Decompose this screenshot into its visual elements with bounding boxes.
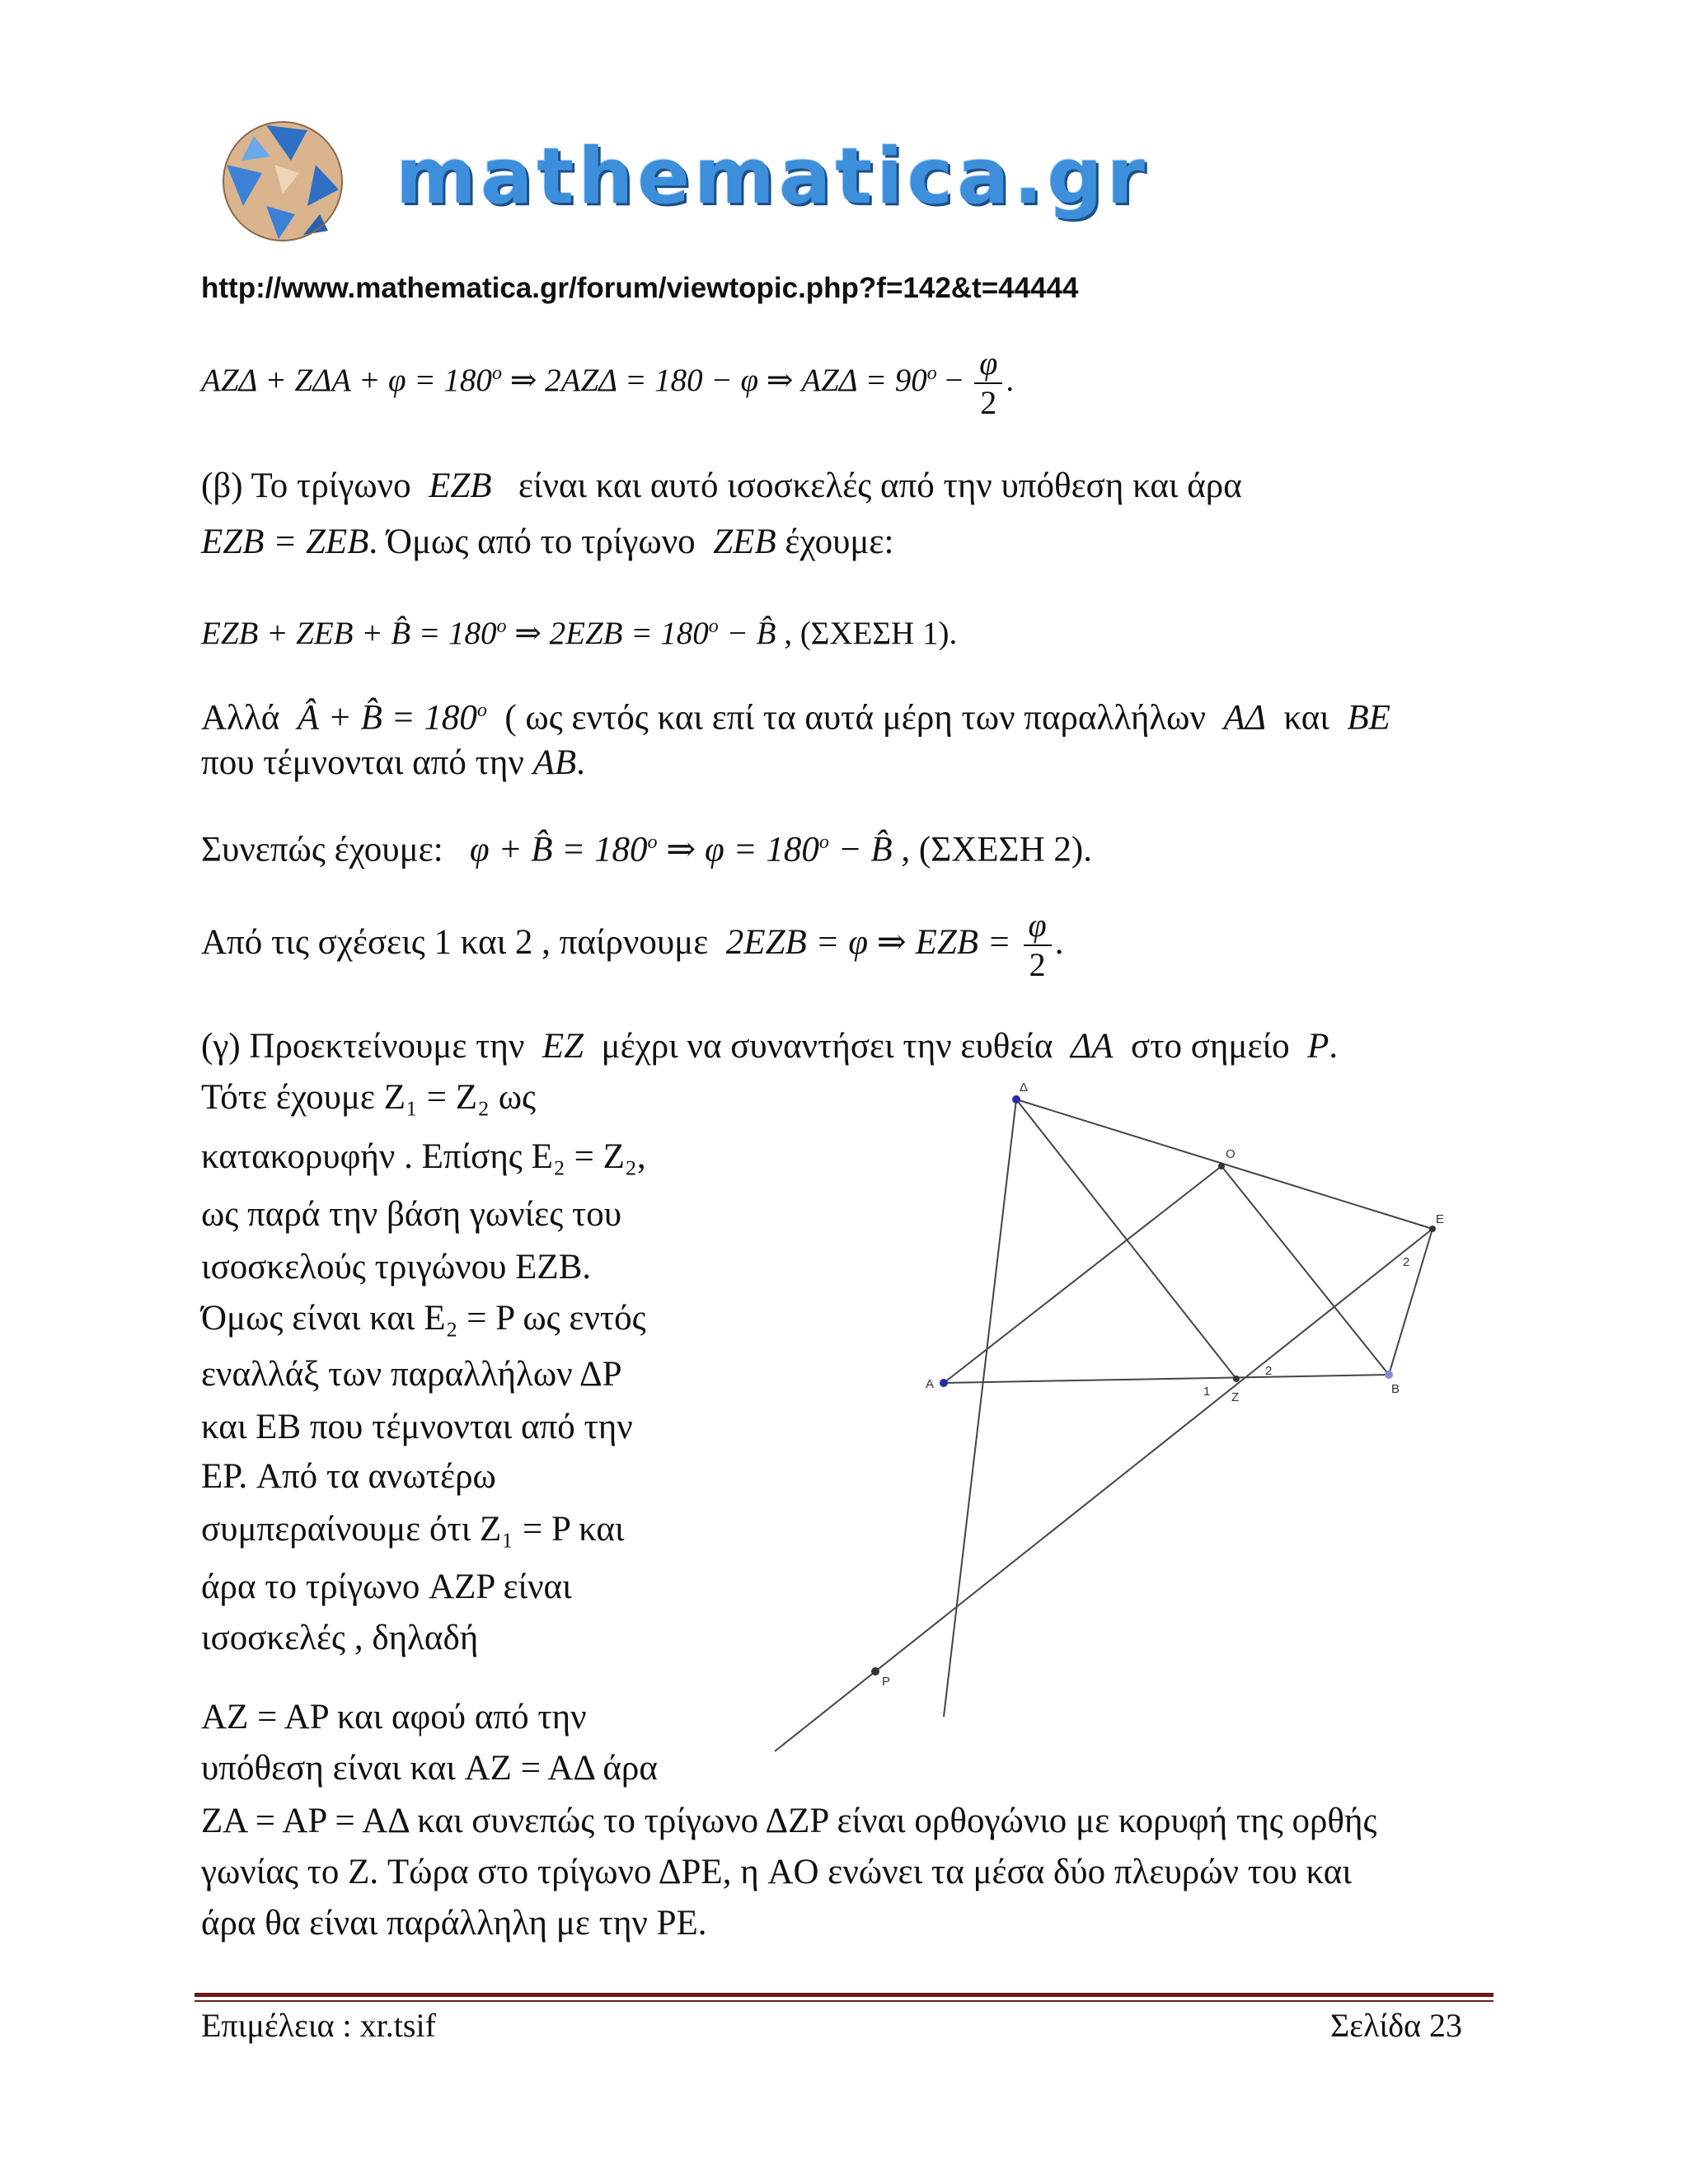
left-line: άρα το τρίγωνο AZP είναι (201, 1568, 572, 1606)
topic-url[interactable]: http://www.mathematica.gr/forum/viewtopic.php?f=142&t=44444 (201, 272, 1079, 304)
fraction-phi-over-2: $\frac{\varphi}{2}$ (974, 344, 1002, 422)
footer-rule (195, 1993, 1493, 1997)
equation-1: $AZ\Delta + Z\Delta A + \varphi = 180^o$ ⇒ 2AZΔ = 180 − φ ⇒ $AZ\Delta = 90^o$ − $\frac{\varphi}{2}$ . (201, 344, 1015, 421)
full-line: γωνίας το Z. Τώρα στο τρίγωνο ΔPE, η AO ενώνει τα μέσα δύο πλευρών του και (201, 1853, 1352, 1891)
full-line: ZA = AP = AΔ και συνεπώς το τρίγωνο ΔZP είναι ορθογώνιο με κορυφή της ορθής (201, 1802, 1377, 1840)
point-b (1385, 1371, 1393, 1379)
full-line: άρα θα είναι παράλληλη με την PE. (201, 1904, 707, 1943)
label-a: A (926, 1377, 935, 1391)
left-line: EP. Από τα ανωτέρω (201, 1457, 496, 1496)
paragraph-beta-line-1: (β) Το τρίγωνο EZB είναι και αυτό ισοσκελές από την υπόθεση και άρα (201, 466, 1242, 505)
logo-text: mathematica.gr (396, 132, 1150, 222)
footer-author: Επιμέλεια : xr.tsif (201, 2007, 436, 2044)
geometry-figure (767, 1071, 1459, 1768)
label-e: E (1436, 1212, 1445, 1226)
paragraph-alla-line-1: Αλλά Â + B̂ = $180^o$ ( ως εντός και επί τα αυτά μέρη των παραλλήλων AΔ και BE (201, 698, 1390, 738)
left-line: ως παρά την βάση γωνίες του (201, 1195, 622, 1234)
paragraph-synepos: Συνεπώς έχουμε: φ + B̂ = $180^o$ ⇒ $\varphi = 180^o$ − B̂ , (ΣΧΕΣΗ 2). (201, 830, 1092, 869)
left-line: και EB που τέμνονται από την (201, 1408, 633, 1446)
label-angle-1: 1 (1203, 1385, 1211, 1399)
line-e-b (1389, 1229, 1432, 1375)
line-o-b (1221, 1166, 1389, 1375)
equation-2: EZB + ZEB + B̂ = $180^o$ ⇒ $2EZB = 180^o$ − B̂ , (ΣΧΕΣΗ 1). (201, 616, 958, 651)
label-o: O (1226, 1147, 1236, 1161)
points (871, 1095, 1436, 1675)
fraction-phi-over-2-b: $\frac{\varphi}{2}$ (1024, 907, 1052, 984)
left-line: AZ = AP και αφού από την (201, 1698, 587, 1736)
left-line: υπόθεση είναι και AZ = AΔ άρα (201, 1749, 658, 1788)
left-line: Όμως είναι και E₂ = P ως εντός (201, 1299, 646, 1338)
footer-page-number: Σελίδα 23 (1330, 2007, 1463, 2044)
left-line: εναλλάξ των παραλλήλων ΔP (201, 1355, 622, 1394)
left-line: Τότε έχουμε Z₁ = Z₂ ως (201, 1078, 537, 1117)
paragraph-apo-tis-scheseis: Από τις σχέσεις 1 και 2 , παίρνουμε 2EZB = φ ⇒ EZB = $\frac{\varphi}{2}$ . (201, 907, 1064, 983)
label-b: B (1391, 1382, 1400, 1396)
point-p (871, 1667, 879, 1675)
paragraph-beta-line-2: EZB = ZEB. Όμως από το τρίγωνο ZEB έχουμε: (201, 523, 894, 561)
paragraph-gamma-line-1: (γ) Προεκτείνουμε την EZ μέχρι να συναντήσει την ευθεία ΔA στο σημείο P. (201, 1027, 1339, 1066)
label-p: P (882, 1675, 891, 1689)
point-a (940, 1379, 948, 1387)
left-line: ισοσκελούς τριγώνου EZB. (201, 1248, 592, 1286)
left-line: κατακορυφήν . Επίσης E₂ = Z₂, (201, 1137, 646, 1176)
line-delta-z (1016, 1099, 1236, 1379)
line-delta-a-p (944, 1099, 1016, 1717)
label-angle-2-e: 2 (1403, 1255, 1410, 1269)
paragraph-alla-line-2: που τέμνονται από την AB. (201, 743, 585, 782)
line-a-o (944, 1166, 1221, 1383)
label-angle-2-z: 2 (1265, 1364, 1273, 1378)
label-delta: Δ (1020, 1080, 1029, 1094)
label-z: Z (1231, 1390, 1240, 1404)
point-delta (1012, 1095, 1020, 1104)
left-line: συμπεραίνουμε ότι Z₁ = P και (201, 1510, 625, 1549)
line-a-b (944, 1375, 1389, 1383)
point-z (1233, 1376, 1240, 1382)
point-o (1218, 1163, 1225, 1169)
footer-rule-thin (195, 2000, 1493, 2002)
left-line: ισοσκελές , δηλαδή (201, 1619, 479, 1657)
point-e (1429, 1226, 1436, 1232)
line-delta-e (1016, 1099, 1432, 1229)
